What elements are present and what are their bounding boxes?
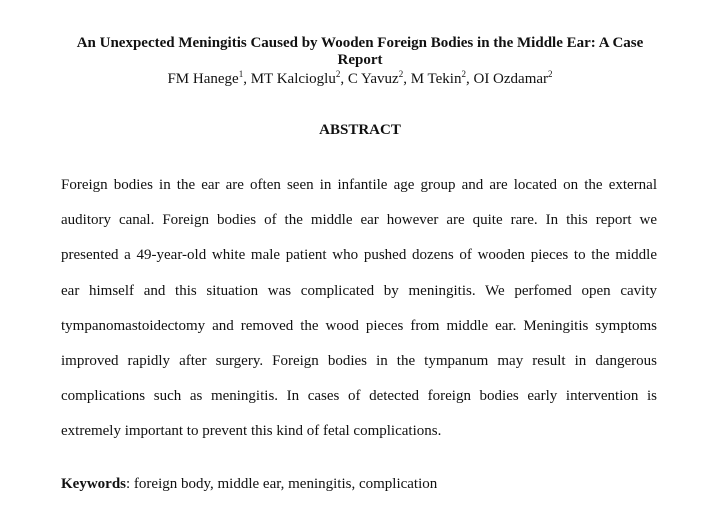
abstract-heading: ABSTRACT [319,122,401,138]
author-separator: , [465,71,474,87]
abstract-line: tympanomastoidectomy and removed the wood pieces from middle ear. Meningitis symptoms [61,318,657,334]
author [251,71,348,87]
keywords [61,476,437,493]
author-name: FM Hanege [167,71,239,87]
keywords-text: : foreign body, middle ear, meningitis, complication [126,476,438,492]
abstract-line: extremely important to prevent this kind of fetal complications. [61,423,442,439]
paper-title-line-2: Report [337,52,383,68]
author-affiliation: 2 [548,69,553,79]
author-name: OI Ozdamar [473,71,549,87]
author-affiliation: 1 [238,69,244,79]
author-separator: , [243,71,251,87]
author [473,71,552,87]
abstract-line: auditory canal. Foreign bodies of the middle ear however are quite rare. In this report we [61,212,657,228]
author-separator: , [403,71,411,87]
abstract-line: Foreign bodies in the ear are often seen in infantile age group and are located on the external [61,177,657,193]
abstract-line: presented a 49-year-old white male patient who pushed dozens of wooden pieces to the middle [61,247,657,263]
author-name: C Yavuz [347,71,399,87]
paper-title-line-1: An Unexpected Meningitis Caused by Wooden Foreign Bodies in the Middle Ear: A Case [76,35,644,51]
author-separator: , [340,71,348,87]
author [411,71,474,87]
author-name: MT Kalcioglu [250,71,336,87]
abstract-line: ear himself and this situation was complicated by meningitis. We perfomed open cavity [61,283,657,299]
author-name: M Tekin [410,71,462,87]
author-affiliation: 2 [398,69,404,79]
abstract-line: improved rapidly after surgery. Foreign bodies in the tympanum may result in dangerous [61,353,657,369]
keywords-label: Keywords [61,476,126,492]
author-list [40,71,680,88]
author-affiliation: 2 [335,69,341,79]
abstract-line: complications such as meningitis. In cases of detected foreign bodies early intervention is [61,388,657,404]
author-affiliation: 2 [461,69,466,79]
author [167,71,250,87]
author [348,71,411,87]
